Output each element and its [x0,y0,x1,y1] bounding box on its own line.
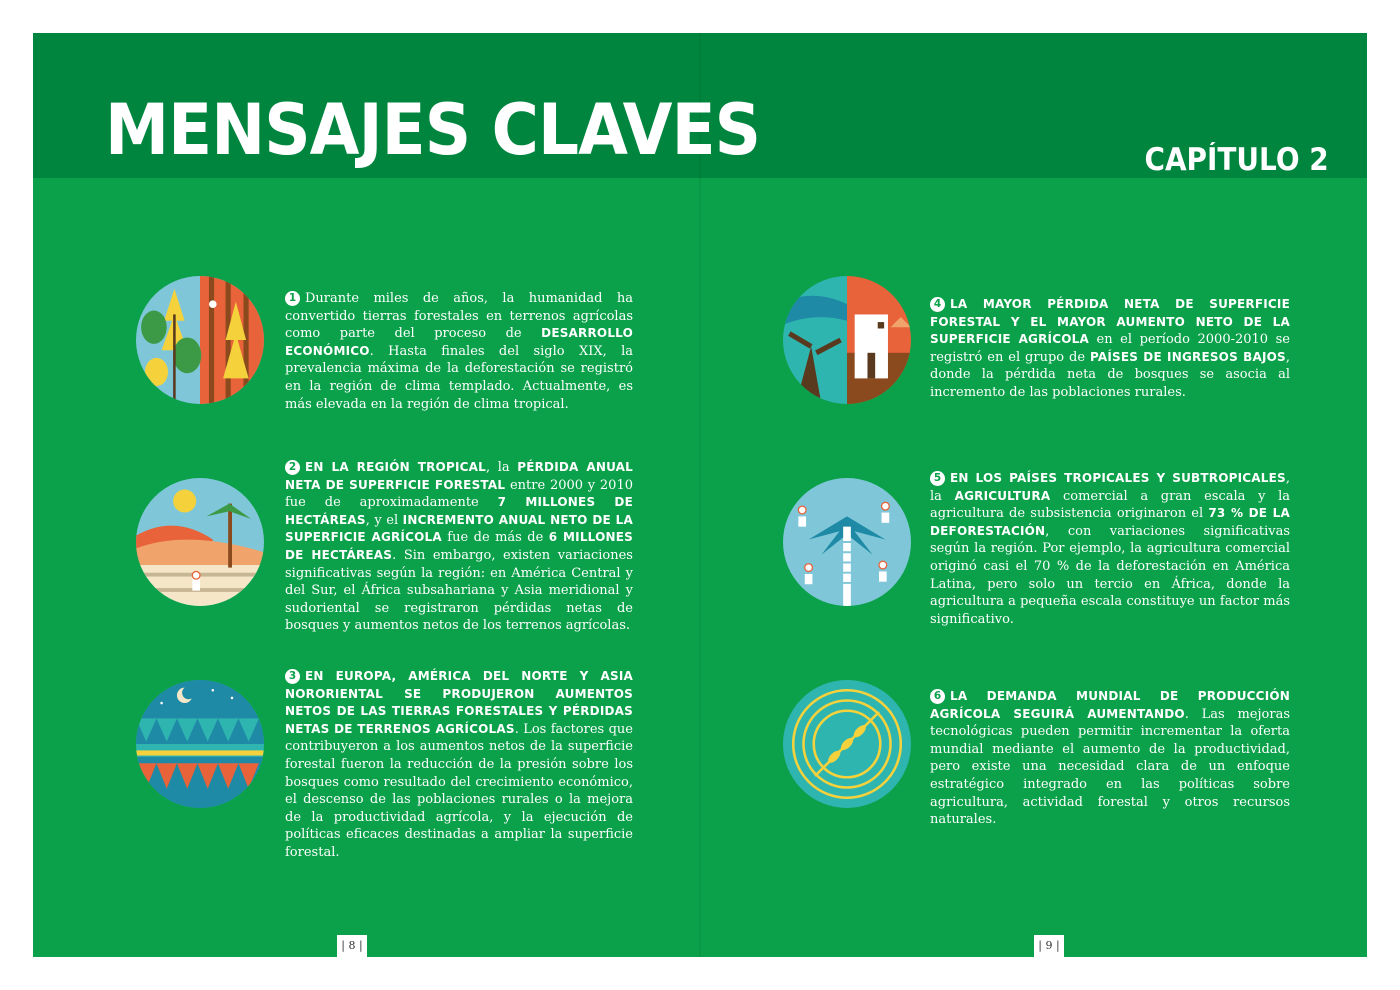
number-badge: 3 [285,669,300,684]
tropical-landscape-icon [136,478,264,606]
number-badge: 6 [930,689,945,704]
palm-tree-icon [783,478,911,606]
chapter-label: CAPÍTULO 2 [1144,142,1329,178]
highlight-text: DESARROLLO ECONÓMICO [285,326,633,358]
page-fold [699,33,701,957]
body-text: , la [930,471,1290,504]
page-number-left: | 8 | [337,935,367,957]
brochure-spread [33,33,1367,957]
highlight-text: EN LOS PAÍSES TROPICALES Y SUBTROPICALES [950,471,1286,485]
number-badge: 1 [285,291,300,306]
night-forest-icon [136,680,264,808]
body-text: . Las mejoras tecnológicas pueden permitir incrementar la oferta mundial mediante el aumento de la productividad, pero existe una necesidad clara de un enfoque estratégico integrado en las políticas sobre agricultura, actividad forestal y otros recursos naturales. [930,706,1290,828]
body-text: , donde la pérdida neta de bosques se asocia al incremento de las poblaciones rurales. [930,349,1290,400]
body-text: fue de más de [441,530,549,546]
highlight-text: LA MAYOR PÉRDIDA NETA DE SUPERFICIE FORESTAL Y EL MAYOR AUMENTO NETO DE LA SUPERFICIE AGRÍCOLA [930,297,1290,347]
highlight-text: AGRICULTURA [954,488,1051,503]
page-title: MENSAJES CLAVES [105,89,761,171]
body-text: , con variaciones significativas según la región. Por ejemplo, la agricultura comercial originó casi el 70 % de la deforestación en América Latina, pero solo un tercio en África, donde la agricultura a pequeña escala constituye un factor más significativo. [930,523,1290,627]
highlight-text: EN LA REGIÓN TROPICAL [305,460,486,474]
body-text: . Sin embargo, existen variaciones significativas según la región: en América Central y del Sur, el África subsahariana y Asia meridional y sudoriental se registraron pérdidas netas de bosques y aumentos netos de los terrenos agrícolas. [285,547,633,634]
highlight-text: EN EUROPA, AMÉRICA DEL NORTE Y ASIA NORORIENTAL SE PRODUJERON AUMENTOS NETOS DE LAS TIERRAS FORESTALES Y PÉRDIDAS NETAS DE TERRENOS AGRÍCOLAS [285,669,633,736]
number-badge: 2 [285,460,300,475]
highlight-text: 7 MILLONES DE HECTÁREAS [285,495,633,527]
body-text: comercial a gran escala y la agricultura de subsistencia originaron el [930,488,1291,522]
number-badge: 4 [930,297,945,312]
message-3-text [285,668,633,862]
message-2-text [285,459,633,635]
forest-trees-icon [136,276,264,404]
message-1-text [285,290,633,413]
number-badge: 5 [930,471,945,486]
message-5-text [930,470,1290,628]
body-text: Durante miles de años, la humanidad ha convertido tierras forestales en terrenos agrícolas como parte del proceso de [285,291,633,342]
body-text: , la [485,460,518,475]
body-text: . Hasta finales del siglo XIX, la prevalencia máxima de la deforestación se registró en la región de clima templado. Actualmente, es más elevada en la región de clima tropical. [285,343,633,412]
highlight-text: PAÍSES DE INGRESOS BAJOS [1090,349,1286,364]
body-text: en el período 2000-2010 se registró en el grupo de [930,332,1290,365]
wheat-field-icon [783,680,911,808]
body-text: entre 2000 y 2010 fue de aproximadamente [285,477,633,511]
body-text: . Los factores que contribuyeron a los aumentos netos de la superficie forestal fueron la reducción de la presión sobre los bosques como resultado del crecimiento económico, el descenso de las poblaciones rurales o la mejora de la productividad agrícola, y la ejecución de políticas eficaces destinadas a ampliar la superficie forestal. [285,721,633,860]
body-text: , y el [365,512,403,528]
highlight-text: 6 MILLONES DE HECTÁREAS [285,530,633,562]
message-4-text [930,296,1290,402]
highlight-text: INCREMENTO ANUAL NETO DE LA SUPERFICIE AGRÍCOLA [285,512,633,545]
village-tree-icon [783,276,911,404]
message-6-text [930,688,1290,829]
highlight-text: LA DEMANDA MUNDIAL DE PRODUCCIÓN AGRÍCOLA SEGUIRÁ AUMENTANDO [930,689,1290,721]
highlight-text: PÉRDIDA ANUAL NETA DE SUPERFICIE FORESTAL [285,460,633,492]
highlight-text: 73 % DE LA DEFORESTACIÓN [930,506,1290,538]
page-number-right: | 9 | [1034,935,1064,957]
